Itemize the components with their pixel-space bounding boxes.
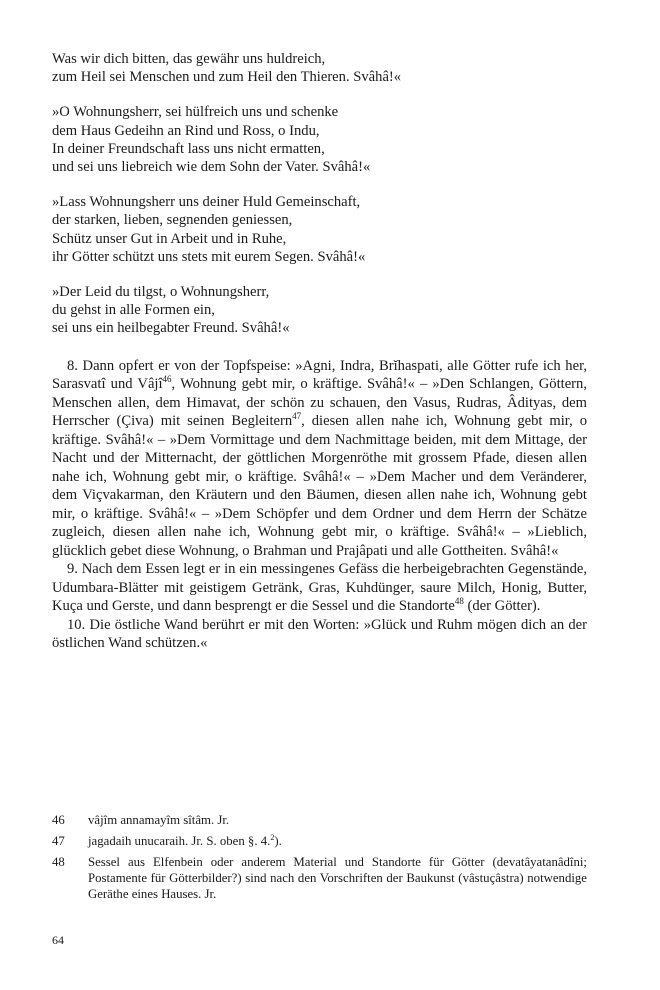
footnote-ref-47[interactable]: 47	[292, 411, 302, 422]
verse-line: ihr Götter schützt uns stets mit eurem Segen. Svâhâ!«	[52, 248, 366, 265]
verse-line: dem Haus Gedeihn an Rind und Ross, o Indu,	[52, 122, 320, 139]
verse-line: der starken, lieben, segnenden geniessen,	[52, 212, 293, 229]
footnote-ref-46[interactable]: 46	[162, 374, 172, 385]
paragraph-9	[52, 560, 587, 616]
footnote-superscript: 2	[270, 833, 275, 842]
footnote-number: 46	[52, 813, 65, 827]
footnote-47	[52, 833, 587, 849]
prose-section	[52, 357, 587, 653]
verse-line: du gehst in alle Formen ein,	[52, 302, 215, 319]
paragraph-8	[52, 357, 587, 561]
footnote-ref-48[interactable]: 48	[454, 596, 464, 607]
footnote-text-tail: ).	[274, 834, 282, 848]
verse-line: zum Heil sei Menschen und zum Heil den Thieren. Svâhâ!«	[52, 69, 402, 86]
footnote-number: 47	[52, 834, 65, 848]
verse-line: »Der Leid du tilgst, o Wohnungsherr,	[52, 284, 270, 301]
verse-stanza-4	[52, 283, 587, 338]
page-number: 64	[52, 933, 64, 947]
paragraph-10: 10. Die östliche Wand berührt er mit den Worten: »Glück und Ruhm mögen dich an der östlichen Wand schützen.«	[52, 616, 587, 652]
footnote-46	[52, 812, 587, 828]
verse-line: und sei uns liebreich wie dem Sohn der Vater. Svâhâ!«	[52, 159, 371, 176]
verse-line: In deiner Freundschaft lass uns nicht ermatten,	[52, 140, 325, 157]
verse-line: Schütz unser Gut in Arbeit und in Ruhe,	[52, 230, 287, 247]
verse-line: sei uns ein heilbegabter Freund. Svâhâ!«	[52, 320, 290, 337]
footnote-text	[88, 833, 587, 849]
verse-line: »O Wohnungsherr, sei hülfreich uns und schenke	[52, 104, 339, 121]
footnote-text-main: jagadaih unucaraih. Jr. S. oben §. 4.	[88, 834, 271, 848]
footnote-text: Sessel aus Elfenbein oder anderem Material und Standorte für Götter (devatâyatanâdîni; Postamente für Götterbilder?) sind nach den Vorschriften der Baukunst (vâstuçâstra) notwendige Geräthe eines Hauses. Jr.	[88, 855, 587, 901]
verse-stanza-2	[52, 103, 587, 176]
verse-line: »Lass Wohnungsherr uns deiner Huld Gemeinschaft,	[52, 194, 361, 211]
page-body	[52, 50, 587, 653]
footnote-text: vâjîm annamayîm sîtâm. Jr.	[88, 813, 230, 827]
verse-stanza-1	[52, 50, 587, 86]
paragraph-text: 9. Nach dem Essen legt er in ein messingenes Gefäss die herbeigebrachten Gegenstände, Udumbara-Blätter mit geistigem Getränk, Gras, Kuhdünger, saure Milch, Honig, Butter, Kuça und Gerste, und dann besprengt er die Sessel und die Standorte	[52, 561, 587, 615]
paragraph-text: 8. Dann opfert er von der Topfspeise: »Agni, Indra, Brĭhaspati, alle Götter rufe ich her, Sarasvatî und Vâjî	[52, 357, 587, 393]
paragraph-text: , diesen allen nahe ich, Wohnung gebt mir, o kräftige. Svâhâ!« – »Dem Vormittage und dem Nachmittage beiden, mit dem Mittage, der Nacht und der Mitternacht, der göttlichen Morgenröthe mit grossem Pfade, diesen allen nahe ich, Wohnung gebt mir, o kräftige. Svâhâ!« – »Dem Macher und dem Veränderer, dem Viçvakarman, den Kräutern und den Bäumen, diesen allen nahe ich, Wohnung gebt mir, o kräftige. Svâhâ!« – »Dem Schöpfer und dem Ordner und dem Herrn der Schätze zugleich, diesen allen nahe ich, Wohnung gebt mir, o kräftige. Svâhâ!« – »Lieblich, glücklich gebet diese Wohnung, o Brahman und Prajâpati und alle Gottheiten. Svâhâ!«	[52, 413, 587, 559]
footnote-number: 48	[52, 855, 65, 869]
footnote-48	[52, 854, 587, 902]
verse-stanza-3	[52, 193, 587, 266]
verse-line: Was wir dich bitten, das gewähr uns huldreich,	[52, 51, 326, 67]
footnotes	[52, 812, 587, 907]
paragraph-text: (der Götter).	[463, 598, 541, 615]
paragraph-text: , Wohnung gebt mir, o kräftige. Svâhâ!« – »Den Schlangen, Göttern, Menschen allen, dem Himavat, der schön zu schauen, den Vasus, Rudras, Âdityas, dem Herrscher (Çiva) mit seinen Begleitern	[52, 376, 587, 430]
